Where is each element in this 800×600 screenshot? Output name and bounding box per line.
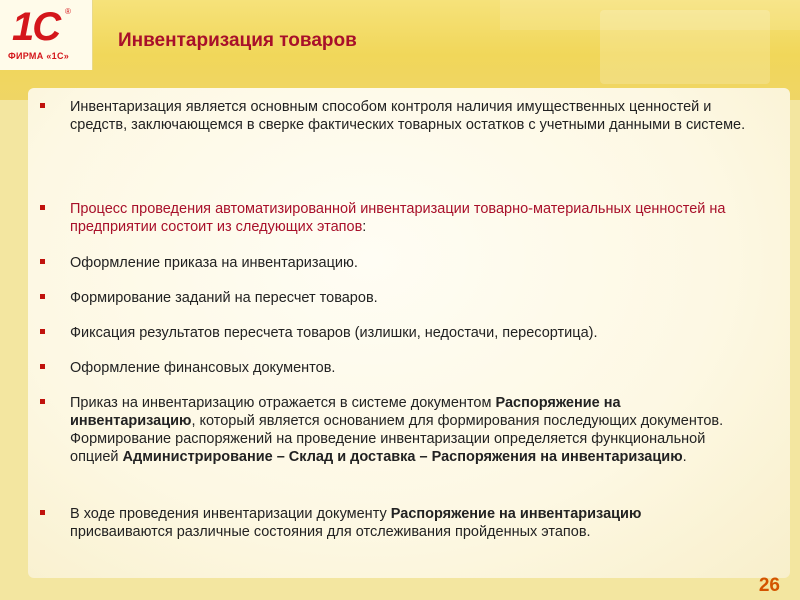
bullet-icon [40,364,45,369]
item-text: Процесс проведения автоматизированной инвентаризации товарно-материальных ценностей на предприятии состоит из следующих этапов: [70,201,726,235]
item-text: Оформление приказа на инвентаризацию. [70,255,358,271]
logo-registered-mark: ® [65,7,71,16]
bullet-icon [40,294,45,299]
bullet-icon [40,510,45,515]
bullet-icon [40,259,45,264]
content-panel [28,88,790,578]
item-text: Формирование заданий на пересчет товаров. [70,290,378,306]
logo-firm-name: ФИРМА «1С» [8,51,70,61]
header-band [0,0,800,100]
item-text: Приказ на инвентаризацию отражается в системе документом Распоряжение на инвентаризацию, который является основанием для формирования последующих документов. Формирование распоряжений на проведение инвентаризации определяется функциональной опцией Администрирование – Склад и доставка – Распоряжения на инвентаризацию. [70,395,724,465]
item-text: В ходе проведения инвентаризации документу Распоряжение на инвентаризацию присваиваются различные состояния для отслеживания пройденных этапов. [70,506,642,540]
header-decoration [600,10,770,84]
item-text: Оформление финансовых документов. [70,360,336,376]
bullet-icon [40,205,45,210]
bullet-icon [40,103,45,108]
company-logo [0,0,93,70]
logo-mark: 1С [12,5,60,49]
item-text: Инвентаризация является основным способом контроля наличия имущественных ценностей и средств, заключающемся в сверке фактических товарных остатков с учетными данными в системе. [70,99,746,133]
page-number: 26 [758,575,780,596]
slide-title: Инвентаризация товаров [118,30,357,51]
bullet-icon [40,399,45,404]
item-text: Фиксация результатов пересчета товаров (излишки, недостачи, пересортица). [70,325,598,341]
bullet-icon [40,329,45,334]
